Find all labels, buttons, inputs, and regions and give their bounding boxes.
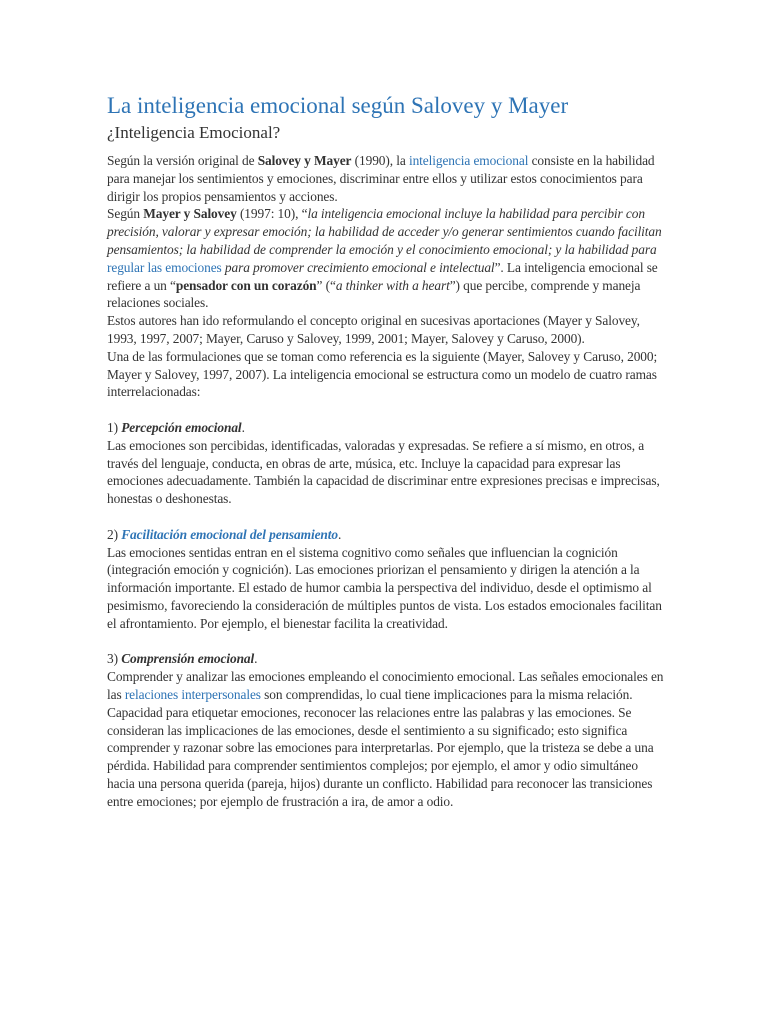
section-title-link-text: Facilitación emocional del pensamiento <box>121 526 338 542</box>
link-facilitacion-emocional[interactable] <box>121 527 338 542</box>
section-number: 1) <box>107 419 122 435</box>
section-title: Comprensión emocional <box>121 651 255 667</box>
section-text-1: Las emociones son percibidas, identificadas, valoradas y expresadas. Se refiere a sí mismo, en otros, a través del lenguaje, conducta, en obras de arte, música, etc. Incluye la capacidad para expresar las emociones adecuadamente. También la capacidad de discriminar entre expresiones precisas e imprecisas, honestas o deshonestas. <box>107 437 660 507</box>
section-dot: . <box>337 526 342 542</box>
section-heading-1 <box>107 419 667 437</box>
bold-authors: Salovey y Mayer <box>257 153 352 168</box>
section-dot: . <box>254 651 258 667</box>
text-run: (1990), la <box>351 153 409 168</box>
link-regular-emociones[interactable]: regular las emociones <box>107 259 222 275</box>
italic-quote: la inteligencia emocional incluye la habilidad para percibir con precisión, valorar y expresar emoción; la habilidad de acceder y/o generar sentimientos cuando facilitan pensamientos; la habilidad de comprender la emoción y el conocimiento emocional; y la habilidad para <box>107 206 662 257</box>
section-number: 2) <box>107 526 122 542</box>
bold-authors: Mayer y Salovey <box>143 206 237 222</box>
section-text-2: Las emociones sentidas entran en el sistema cognitivo como señales que influencian la cognición (integración emoción y cognición). Las emociones priorizan el pensamiento y dirigen la atención a la información importante. El estado de humor cambia la perspectiva del individuo, desde el optimismo al pesimismo, favoreciendo la consideración de múltiples puntos de vista. Los estados emocionales facilitan el afrontamiento. Por ejemplo, el bienestar facilita la creatividad. <box>107 544 662 631</box>
text-run: son comprendidas, lo cual tiene implicaciones para la misma relación. Capacidad para etiquetar emociones, reconocer las relaciones entre las palabras y las emociones. Se consideran las implicaciones de las emociones, desde el sentimiento a su significado; esto significa comprender y razonar sobre las emociones para interpretarlas. Por ejemplo, que la tristeza se debe a una pérdida. Habilidad para comprender sentimientos complejos; por ejemplo, el amor y odio simultáneo hacia una persona querida (pareja, hijos) durante un conflicto. Habilidad para reconocer las transiciones entre emociones; por ejemplo de frustración a ira, de amor a odio. <box>107 686 654 809</box>
section-heading-3 <box>107 650 667 668</box>
text-run: Comprender y analizar las emociones empleando el conocimiento emocional. Las señales emocionales en las <box>107 669 664 702</box>
text-run: ” (“ <box>316 277 336 293</box>
text-run: Según la versión original de <box>107 153 258 168</box>
text-run: (1997: 10), “ <box>236 206 308 222</box>
bold-pensador: pensador con un corazón <box>175 277 317 293</box>
paragraph-four-branches: Una de las formulaciones que se toman como referencia es la siguiente (Mayer, Salovey y Caruso, 2000; Mayer y Salovey, 1997, 2007). La inteligencia emocional se estructura como un modelo de cuatro ramas interrelacionadas: <box>107 348 658 400</box>
paragraph-mayer-salovey <box>107 205 667 312</box>
paragraph-definition <box>107 152 667 205</box>
link-relaciones-interpersonales[interactable]: relaciones interpersonales <box>124 686 261 702</box>
text-run: ”) que percibe, comprende y maneja relaciones sociales. <box>107 277 641 311</box>
text-run: Según <box>107 206 144 222</box>
text-run: consiste en la habilidad para manejar los sentimientos y emociones, discriminar entre ellos y utilizar estos conocimientos para dirigir los propios pensamientos y acciones. <box>107 153 655 204</box>
page-title: La inteligencia emocional según Salovey y Mayer <box>107 93 569 118</box>
section-number: 3) <box>107 651 122 667</box>
spacer <box>107 508 667 526</box>
page-subtitle: ¿Inteligencia Emocional? <box>107 123 281 142</box>
spacer <box>107 633 667 651</box>
section-title: Percepción emocional <box>121 419 242 435</box>
article-body <box>107 152 667 810</box>
section-dot: . <box>241 419 245 435</box>
spacer <box>107 401 667 419</box>
paragraph-reformulations: Estos autores han ido reformulando el concepto original en sucesivas aportaciones (Mayer y Salovey, 1993, 1997, 2007; Mayer, Caruso y Salovey, 1999, 2001; Mayer, Salovey y Caruso, 2000). <box>107 313 640 346</box>
italic-quote: para promover crecimiento emocional e intelectual <box>221 259 495 275</box>
link-inteligencia-emocional[interactable]: inteligencia emocional <box>408 153 529 168</box>
section-text-3 <box>107 668 667 810</box>
italic-english-quote: a thinker with a heart <box>335 277 450 293</box>
text-run: ”. La inteligencia emocional se refiere a un “ <box>107 259 658 293</box>
section-heading-2 <box>107 526 667 544</box>
